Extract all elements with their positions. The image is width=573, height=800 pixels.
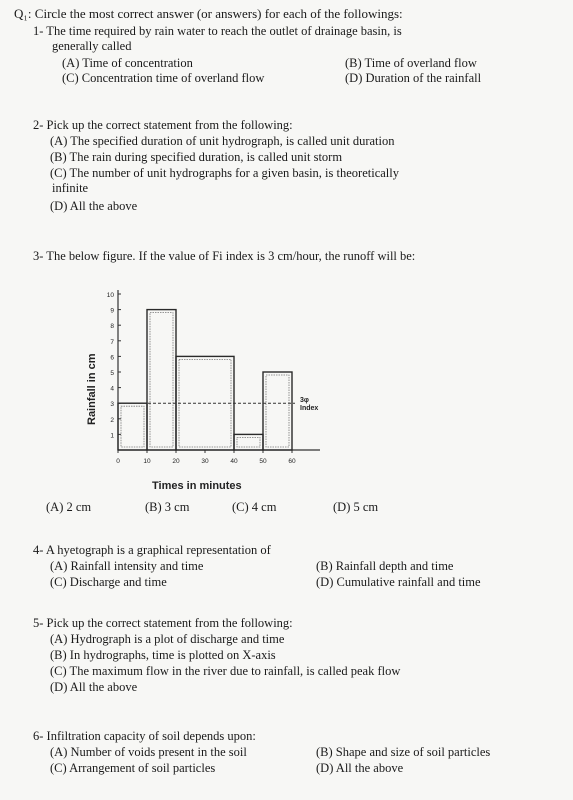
phi-index-label: 3φ xyxy=(300,397,309,405)
q2-option-c-cont: infinite xyxy=(52,181,89,195)
phi-index-label-2: Index xyxy=(300,405,319,413)
y-tick-label: 6 xyxy=(110,354,114,362)
q2-option-a[interactable]: (A) The specified duration of unit hydrograph, is called unit duration xyxy=(50,134,395,148)
y-tick-label: 5 xyxy=(110,370,114,377)
q3-option-b[interactable]: (B) 3 cm xyxy=(145,500,190,514)
q6-option-b[interactable]: (B) Shape and size of soil particles xyxy=(316,745,491,759)
rainfall-bar xyxy=(234,434,263,450)
x-tick-label: 40 xyxy=(230,458,238,465)
q3-option-c[interactable]: (C) 4 cm xyxy=(232,500,277,514)
y-tick-label: 1 xyxy=(110,432,114,440)
q3-option-a[interactable]: (A) 2 cm xyxy=(46,500,92,514)
q4-stem: 4- A hyetograph is a graphical representation of xyxy=(33,543,271,557)
q5-option-a[interactable]: (A) Hydrograph is a plot of discharge and time xyxy=(50,632,285,646)
q1-stem: 1- The time required by rain water to reach the outlet of drainage basin, is xyxy=(33,24,402,38)
q1-stem-cont: generally called xyxy=(52,39,132,53)
q5-stem: 5- Pick up the correct statement from the following: xyxy=(33,616,293,630)
y-tick-label: 9 xyxy=(110,307,114,315)
q6-stem: 6- Infiltration capacity of soil depends upon: xyxy=(33,729,256,743)
y-tick-label: 2 xyxy=(110,416,114,424)
y-tick-label: 3 xyxy=(110,401,114,409)
x-tick-label: 60 xyxy=(288,458,296,465)
q6-option-d[interactable]: (D) All the above xyxy=(316,761,404,775)
rainfall-bar-inner xyxy=(266,375,289,447)
y-tick-label: 10 xyxy=(106,292,114,299)
q1-option-a[interactable]: (A) Time of concentration xyxy=(62,56,193,70)
q4-option-c[interactable]: (C) Discharge and time xyxy=(50,575,167,589)
q4-option-a[interactable]: (A) Rainfall intensity and time xyxy=(50,559,204,573)
q2-stem: 2- Pick up the correct statement from the following: xyxy=(33,118,293,132)
q2-option-d[interactable]: (D) All the above xyxy=(50,199,138,213)
q5-option-c[interactable]: (C) The maximum flow in the river due to rainfall, is called peak flow xyxy=(50,664,401,678)
x-tick-label: 30 xyxy=(201,458,209,465)
rainfall-bar-inner xyxy=(237,437,260,447)
q2-option-b[interactable]: (B) The rain during specified duration, is called unit storm xyxy=(50,150,343,164)
x-tick-label: 50 xyxy=(259,458,267,465)
q4-option-d[interactable]: (D) Cumulative rainfall and time xyxy=(316,575,481,589)
x-tick-label: 10 xyxy=(143,458,151,465)
q2-option-c[interactable]: (C) The number of unit hydrographs for a given basin, is theoretically xyxy=(50,166,399,180)
q3-stem: 3- The below figure. If the value of Fi index is 3 cm/hour, the runoff will be: xyxy=(33,249,416,263)
chart-xlabel: Times in minutes xyxy=(152,480,242,492)
question-header: Q₁: Circle the most correct answer (or answers) for each of the followings: xyxy=(14,6,403,21)
q5-option-d[interactable]: (D) All the above xyxy=(50,680,138,694)
y-tick-label: 8 xyxy=(110,323,114,331)
q6-option-a[interactable]: (A) Number of voids present in the soil xyxy=(50,745,247,759)
rainfall-bar xyxy=(147,310,176,450)
q1-option-d[interactable]: (D) Duration of the rainfall xyxy=(345,71,482,85)
rainfall-bar xyxy=(118,403,147,450)
rainfall-bar-inner xyxy=(121,406,144,447)
q6-option-c[interactable]: (C) Arrangement of soil particles xyxy=(50,761,216,775)
q4-option-b[interactable]: (B) Rainfall depth and time xyxy=(316,559,454,573)
x-tick-label: 20 xyxy=(172,458,180,465)
q3-option-d[interactable]: (D) 5 cm xyxy=(333,500,379,514)
q5-option-b[interactable]: (B) In hydrographs, time is plotted on X-axis xyxy=(50,648,276,662)
rainfall-bar-inner xyxy=(150,313,173,447)
q1-option-c[interactable]: (C) Concentration time of overland flow xyxy=(62,71,265,85)
y-tick-label: 4 xyxy=(110,385,114,393)
x-tick-label: 0 xyxy=(116,458,120,465)
q1-option-b[interactable]: (B) Time of overland flow xyxy=(345,56,477,70)
chart-ylabel: Rainfall in cm xyxy=(86,353,98,425)
y-tick-label: 7 xyxy=(110,338,114,346)
rainfall-bar xyxy=(263,372,292,450)
